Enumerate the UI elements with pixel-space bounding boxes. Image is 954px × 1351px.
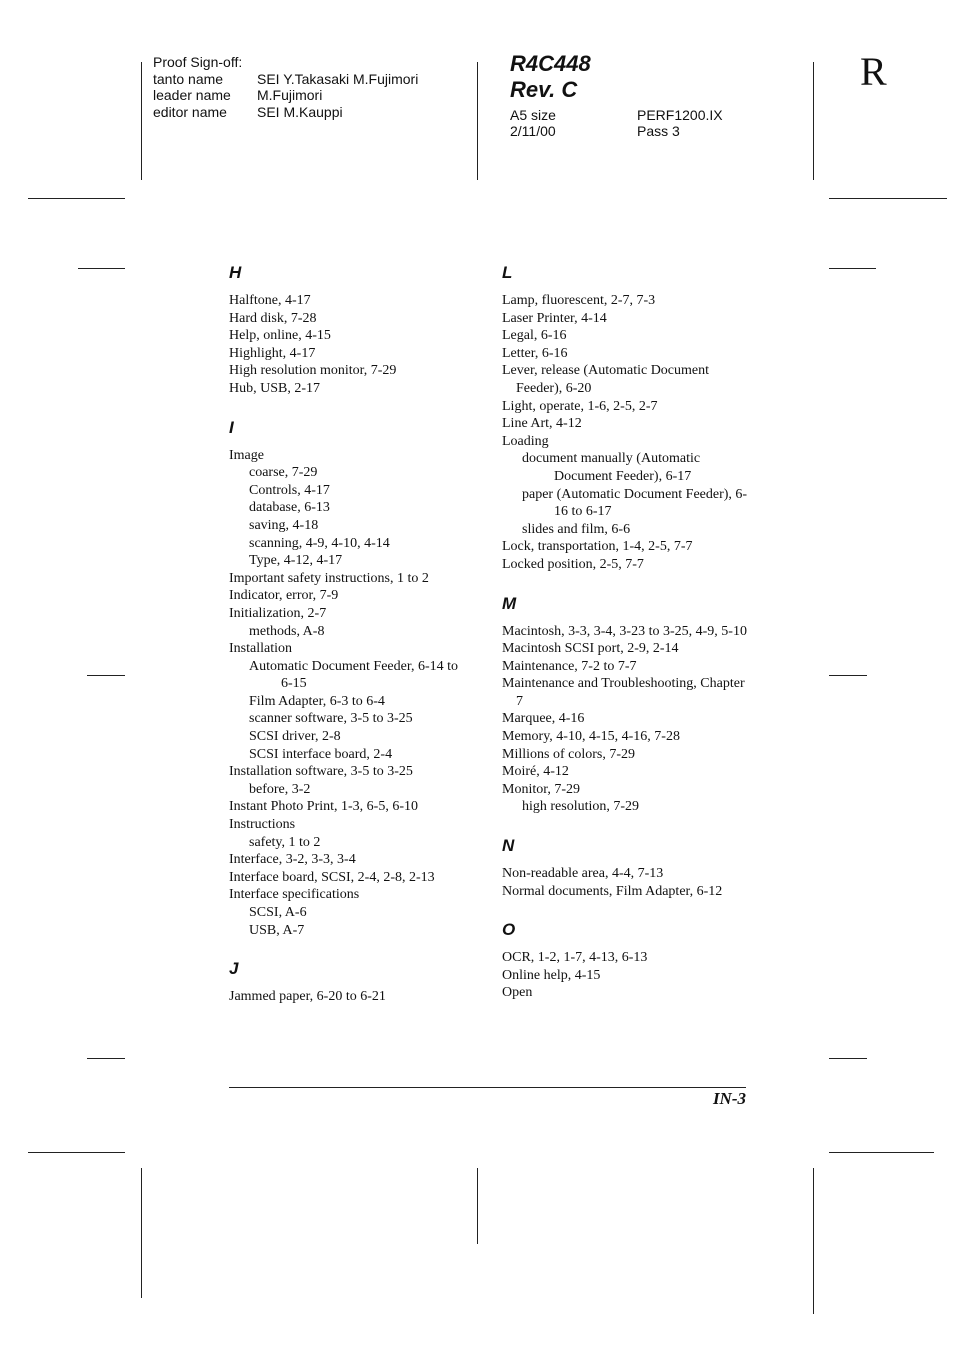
index-entry: Loading bbox=[502, 433, 549, 449]
index-entry: Light, operate, 1-6, 2-5, 2-7 bbox=[502, 398, 658, 414]
index-subentry: slides and film, 6-6 bbox=[522, 521, 631, 537]
index-subentry: USB, A-7 bbox=[249, 922, 305, 938]
index-section-letter: H bbox=[229, 263, 242, 282]
index-subentry: SCSI driver, 2-8 bbox=[249, 729, 341, 745]
crop-mark bbox=[87, 675, 125, 676]
index-entry: Lamp, fluorescent, 2-7, 7-3 bbox=[502, 293, 656, 308]
crop-mark bbox=[829, 1058, 867, 1059]
index-subentry: Controls, 4-17 bbox=[249, 482, 330, 498]
index-subentry: paper (Automatic Document Feeder), 6-16 to 6-17 bbox=[522, 486, 748, 520]
index-entry: Legal, 6-16 bbox=[502, 328, 567, 344]
index-subentry: Automatic Document Feeder, 6-14 to 6-15 bbox=[249, 658, 458, 692]
index-column-left bbox=[229, 262, 473, 1006]
crop-mark bbox=[477, 1168, 478, 1244]
proof-value: SEI M.Kauppi bbox=[257, 103, 343, 120]
proof-row bbox=[153, 87, 418, 104]
proof-value: SEI Y.Takasaki M.Fujimori bbox=[257, 70, 419, 87]
index-entry: Installation bbox=[229, 641, 292, 657]
index-section-letter: I bbox=[229, 417, 234, 437]
index-entry: Installation software, 3-5 to 3-25 bbox=[229, 764, 413, 780]
index-section-letter: L bbox=[502, 263, 513, 282]
code-line-2: Rev. C bbox=[510, 77, 578, 102]
index-section-letter: J bbox=[229, 959, 239, 979]
index-entry: Image bbox=[229, 447, 264, 463]
index-entry: Marquee, 4-16 bbox=[502, 711, 585, 727]
index-subentry: scanner software, 3-5 to 3-25 bbox=[249, 711, 413, 727]
corner-letter: R bbox=[860, 49, 887, 94]
index-entry: Millions of colors, 7-29 bbox=[502, 746, 635, 762]
index-subentry: Film Adapter, 6-3 to 6-4 bbox=[249, 693, 385, 709]
crop-mark bbox=[141, 62, 142, 180]
meta-size: A5 size bbox=[510, 107, 556, 123]
index-entry: Memory, 4-10, 4-15, 4-16, 7-28 bbox=[502, 729, 680, 745]
section-gap bbox=[229, 398, 473, 417]
index-subentry: Type, 4-12, 4-17 bbox=[249, 553, 343, 569]
crop-mark bbox=[28, 1152, 125, 1153]
index-entry: Interface board, SCSI, 2-4, 2-8, 2-13 bbox=[229, 869, 435, 885]
index-subentry: methods, A-8 bbox=[249, 623, 325, 639]
index-entry: Macintosh, 3-3, 3-4, 3-23 to 3-25, 4-9, 5-10 bbox=[502, 623, 747, 639]
index-entry: Jammed paper, 6-20 to 6-21 bbox=[229, 989, 386, 1005]
crop-mark bbox=[813, 1168, 814, 1314]
index-entry: Moiré, 4-12 bbox=[502, 764, 569, 780]
code-line-1: R4C448 bbox=[510, 51, 591, 76]
index-entry: Interface specifications bbox=[229, 887, 360, 903]
print-meta bbox=[510, 107, 723, 139]
proof-label: tanto name bbox=[153, 70, 224, 87]
crop-mark bbox=[28, 198, 125, 199]
index-entry: Hub, USB, 2-17 bbox=[229, 380, 321, 396]
index-entry: Initialization, 2-7 bbox=[229, 605, 327, 621]
crop-mark bbox=[477, 62, 478, 180]
index-subentry: saving, 4-18 bbox=[249, 517, 319, 533]
index-entry: Maintenance and Troubleshooting, Chapter 7 bbox=[502, 676, 745, 709]
proof-row bbox=[153, 71, 418, 88]
crop-mark bbox=[829, 268, 876, 269]
crop-mark bbox=[829, 675, 867, 676]
index-entry: Maintenance, 7-2 to 7-7 bbox=[502, 658, 637, 674]
index-entry: Line Art, 4-12 bbox=[502, 416, 582, 432]
proof-label: editor name bbox=[153, 103, 227, 120]
index-subentry: before, 3-2 bbox=[249, 781, 311, 797]
index-entry: Open bbox=[502, 985, 533, 1001]
crop-mark bbox=[141, 1168, 142, 1298]
index-entry: Hard disk, 7-28 bbox=[229, 310, 317, 326]
index-subentry: coarse, 7-29 bbox=[249, 465, 318, 481]
index-entry: Halftone, 4-17 bbox=[229, 293, 311, 308]
crop-mark bbox=[829, 1152, 934, 1153]
proof-title: Proof Sign-off: bbox=[153, 54, 243, 70]
index-subentry: SCSI interface board, 2-4 bbox=[249, 746, 393, 762]
index-column-right bbox=[502, 262, 749, 1002]
crop-mark bbox=[813, 62, 814, 180]
index-section-letter: M bbox=[502, 593, 517, 613]
meta-pass: Pass 3 bbox=[637, 123, 680, 139]
index-subentry: high resolution, 7-29 bbox=[522, 799, 640, 815]
index-entry: Highlight, 4-17 bbox=[229, 345, 316, 361]
index-section-letter: N bbox=[502, 836, 515, 856]
index-entry: Lever, release (Automatic Document Feeder), 6-20 bbox=[502, 363, 710, 396]
footer-rule bbox=[229, 1087, 746, 1088]
section-gap bbox=[502, 574, 749, 593]
meta-date: 2/11/00 bbox=[510, 123, 556, 139]
meta-row bbox=[510, 123, 723, 139]
index-entry: Normal documents, Film Adapter, 6-12 bbox=[502, 883, 723, 899]
crop-mark bbox=[87, 1058, 125, 1059]
index-entry: Indicator, error, 7-9 bbox=[229, 588, 339, 604]
proof-row bbox=[153, 104, 418, 121]
proof-value: M.Fujimori bbox=[257, 87, 323, 103]
crop-mark bbox=[78, 268, 125, 269]
index-entry: High resolution monitor, 7-29 bbox=[229, 363, 397, 379]
index-entry: Non-readable area, 4-4, 7-13 bbox=[502, 866, 664, 882]
index-entry: Help, online, 4-15 bbox=[229, 328, 331, 344]
index-subentry: safety, 1 to 2 bbox=[249, 834, 321, 850]
index-entry: Monitor, 7-29 bbox=[502, 781, 580, 797]
meta-file: PERF1200.IX bbox=[637, 107, 723, 123]
meta-row bbox=[510, 107, 723, 123]
index-entry: Online help, 4-15 bbox=[502, 967, 601, 983]
section-gap bbox=[229, 939, 473, 958]
index-entry: Interface, 3-2, 3-3, 3-4 bbox=[229, 852, 356, 868]
index-entry: Important safety instructions, 1 to 2 bbox=[229, 570, 429, 586]
index-subentry: document manually (Automatic Document Feeder), 6-17 bbox=[522, 451, 701, 484]
crop-mark bbox=[829, 198, 947, 199]
index-entry: Macintosh SCSI port, 2-9, 2-14 bbox=[502, 641, 679, 657]
index-entry: Lock, transportation, 1-4, 2-5, 7-7 bbox=[502, 539, 693, 555]
index-section-letter: O bbox=[502, 920, 516, 940]
product-code bbox=[510, 51, 591, 103]
index-entry: Instructions bbox=[229, 817, 296, 833]
index-subentry: SCSI, A-6 bbox=[249, 905, 307, 920]
index-entry: OCR, 1-2, 1-7, 4-13, 6-13 bbox=[502, 950, 648, 966]
index-entry: Locked position, 2-5, 7-7 bbox=[502, 556, 644, 572]
proof-label: leader name bbox=[153, 87, 231, 103]
section-gap bbox=[502, 900, 749, 919]
page-number: IN-3 bbox=[712, 1089, 746, 1108]
proof-signoff bbox=[153, 54, 418, 120]
index-entry: Letter, 6-16 bbox=[502, 345, 568, 361]
index-entry: Laser Printer, 4-14 bbox=[502, 310, 607, 326]
section-gap bbox=[502, 816, 749, 835]
index-subentry: scanning, 4-9, 4-10, 4-14 bbox=[249, 535, 390, 551]
index-entry: Instant Photo Print, 1-3, 6-5, 6-10 bbox=[229, 799, 418, 815]
index-subentry: database, 6-13 bbox=[249, 500, 330, 516]
